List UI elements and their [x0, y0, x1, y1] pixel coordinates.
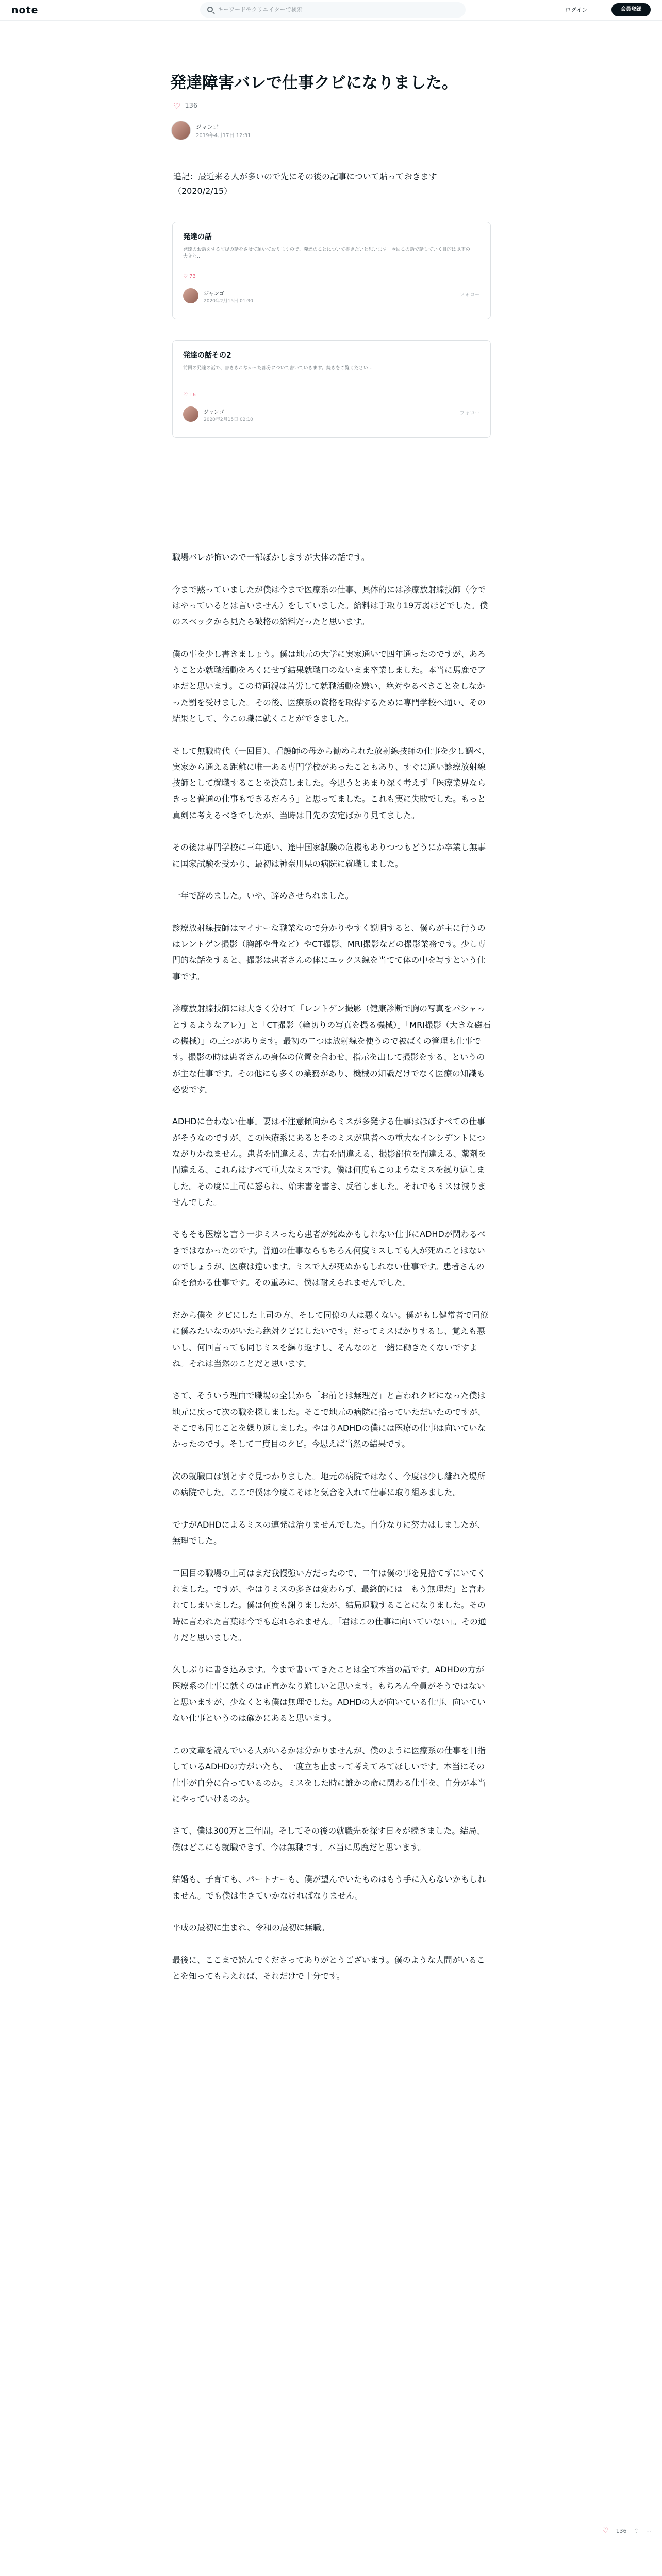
embed-title[interactable]: 発達の話 — [183, 233, 212, 241]
embed-excerpt: 発達のお話をする前提の話をさせて頂いておりますので、発達のことについて書きたいと思います。今回この話で話していく目的は以下の大きな… — [183, 247, 470, 259]
paragraph: そして無職時代（一回目）、看護師の母から勧められた放射線技師の仕事を少し調べ、実家から通える距離に唯一ある専門学校があったこともあり、すぐに通い診療放射線技師として就職することを決意しました。今思うとあまり深く考えず「医療業界ならきっと普通の仕事もできるだろう」と思ってました。これも実に失敗でした。もっと真剣に考えるべきでしたが、当時は目先の安定ばかり見てました。 — [172, 745, 490, 820]
embedded-article-card[interactable] — [172, 340, 491, 438]
paragraph: さて、そういう理由で職場の全員から「お前とは無理だ」と言われクビになった僕は地元に戻って次の職を探しました。そこで地元の病院に拾っていただいたのですが、そこでも同じことを繰り返しました。やはりADHDの僕には医療の仕事は向いていなかったのです。そして二度目のクビ。今思えば当然の結果です。 — [172, 1391, 486, 1449]
signup-button[interactable]: 会員登録 — [611, 3, 651, 16]
paragraph: この文章を読んでいる人がいるかは分かりませんが、僕のように医療系の仕事を目指しているADHDの方がいたら、一度立ち止まって考えてみてほしいです。本当にその仕事が自分に合っているのか。ミスをした時に誰かの命に関わる仕事を、自分が本当にやっていけるのか。 — [172, 1745, 486, 1804]
embed-title[interactable]: 発達の話その2 — [183, 351, 231, 360]
paragraph: ADHDに合わない仕事。要は不注意傾向からミスが多発する仕事はほぼすべての仕事がそうなのですが、この医療系にあるとそのミスが患者への重大なインシデントにつながりかねません。患者を間違える、左右を間違える、撮影部位を間違える、薬剤を間違える、これらはすべて重大なミスです。僕は何度もこのようなミスを繰り返しました。その度に上司に怒られ、始末書を書き、反省しました。それでもミスは減りませんでした。 — [172, 1116, 486, 1207]
heart-icon: ♡ — [183, 392, 190, 398]
embed-date: 2020年2月15日 02:10 — [204, 417, 253, 422]
more-icon[interactable]: ⋯ — [646, 2528, 652, 2534]
paragraph: 次の就職口は割とすぐ見つかりました。地元の病院ではなく、今度は少し離れた場所の病院でした。ここで僕は今度こそはと気合を入れて仕事に取り組みました。 — [172, 1471, 486, 1498]
avatar[interactable] — [183, 288, 198, 303]
floating-action-bar — [602, 2527, 659, 2535]
paragraph: その後は専門学校に三年通い、途中国家試験の危機もありつつもどうにか卒業し無事に国家試験を受かり、最初は神奈川県の病院に就職しました。 — [172, 842, 486, 869]
article-title: 発達障害バレで仕事クビになりました。 — [170, 74, 458, 92]
embed-excerpt: 前回の発達の話で、書ききれなかった部分について書いていきます。続きをご覧ください… — [183, 366, 373, 371]
embed-author[interactable]: ジャンゴ — [204, 410, 224, 415]
avatar[interactable] — [171, 121, 191, 140]
login-link[interactable]: ログイン — [565, 7, 588, 13]
heart-icon[interactable]: ♡ — [602, 2527, 609, 2535]
like-count-value: 136 — [185, 102, 198, 110]
embedded-article-card[interactable] — [172, 222, 491, 319]
paragraph: ですがADHDによるミスの連発は治りませんでした。自分なりに努力はしましたが、無理でした。 — [172, 1519, 486, 1546]
heart-icon: ♡ — [183, 274, 190, 279]
follow-button[interactable]: フォロー — [459, 292, 480, 298]
paragraph: 二回目の職場の上司はまだ我慢強い方だったので、二年は僕の事を見捨てずにいてくれました。ですが、やはりミスの多さは変わらず、最終的には「もう無理だ」と言われてしまいました。僕は何度も謝りましたが、結局退職することになりました。その時に言われた言葉は今でも忘れられません。「君はこの仕事に向いていない」。その通りだと思いました。 — [172, 1568, 486, 1642]
paragraph: そもそも医療と言う一歩ミスったら患者が死ぬかもしれない仕事にADHDが関わるべきではなかったのです。普通の仕事ならもちろん何度ミスしても人が死ぬことはないのでしょうが、医療は違います。ミスで人が死ぬかもしれない仕事です。患者さんの命を預かる仕事です。その重みに、僕は耐えられませんでした。 — [172, 1229, 486, 1288]
side-like-count: 136 — [616, 2528, 627, 2534]
paragraph: さて、僕は300万と三年間。そしてその後の就職先を探す日々が続きました。結局、僕はどこにも就職できず、今は無職です。本当に馬鹿だと思います。 — [172, 1826, 485, 1852]
paragraph: だから僕を クビにした上司の方、そして同僚の人は悪くない。僕がもし健常者で同僚に僕みたいなのがいたら絶対クビにしたいです。だってミスばかりするし、覚えも悪いし、何回言っても同じミスを繰り返すし、そんなのと一緒に働きたくないですよね。それは当然のことだと思います。 — [172, 1310, 489, 1368]
like-count[interactable] — [173, 101, 197, 111]
paragraph: 診療放射線技師には大きく分けて「レントゲン撮影（健康診断で胸の写真をパシャっとするようなアレ）」と「CT撮影（輪切りの写真を撮る機械）」「MRI撮影（大きな磁石の機械）」の三つがあります。最初の二つは放射線を使うので被ばくの管理も仕事です。撮影の時は患者さんの身体の位置を合わせ、指示を出して撮影をする、というのが主な仕事です。その他にも多くの業務があり、機械の知識だけでなく医療の知識も必要です。 — [172, 1004, 491, 1094]
paragraph: 結婚も、子育ても、パートナーも、僕が望んでいたものはもう手に入らないかもしれません。でも僕は生きていかなければなりません。 — [172, 1874, 486, 1901]
embed-like-count — [183, 392, 196, 398]
postscript-note: 追記：最近来る人が多いので先にその後の記事について貼っておきます（2020/2/15） — [173, 172, 437, 196]
heart-icon[interactable]: ♡ — [173, 101, 181, 111]
search-icon — [207, 7, 213, 12]
global-header — [0, 0, 662, 21]
avatar[interactable] — [183, 406, 198, 422]
paragraph: 平成の最初に生まれ、令和の最初に無職。 — [172, 1923, 329, 1933]
note-logo[interactable]: note — [11, 5, 39, 16]
paragraph: 診療放射線技師はマイナーな職業なので分かりやすく説明すると、僕らが主に行うのはレントゲン撮影（胸部や骨など）やCT撮影、MRI撮影などの撮影業務です。少し専門的な話をすると、撮影は患者さんの体にエックス線を当てて体の中を写すという仕事です。 — [172, 923, 486, 981]
paragraph: 僕の事を少し書きましょう。僕は地元の大学に実家通いで四年通ったのですが、あろうことか就職活動をろくにせず結果就職口のないまま卒業しました。本当に馬鹿でアホだと思います。この時両親は苦労して就職活動を嫌い、絶対やるべきことをしなかった罰を受けました。その後、医療系の資格を取得するために専門学校へ通い、その結果として、今この職に就くことができました。 — [172, 649, 486, 723]
author-info[interactable] — [171, 121, 377, 141]
paragraph: 職場バレが怖いので一部ぼかしますが大体の話です。 — [172, 552, 370, 562]
embed-like-value: 73 — [189, 274, 196, 279]
share-icon[interactable]: ⇪ — [634, 2528, 639, 2534]
embed-date: 2020年2月15日 01:30 — [204, 299, 253, 304]
paragraph: 久しぶりに書き込みます。今まで書いてきたことは全て本当の話です。ADHDの方が医療系の仕事に就くのは正直かなり難しいと思います。もちろん全員がそうではないと思いますが、少なくとも僕は無理でした。ADHDの人が向いている仕事、向いていない仕事というのは確かにあると思います。 — [172, 1665, 486, 1723]
paragraph: 一年で辞めました。いや、辞めさせられました。 — [172, 891, 354, 901]
publish-date: 2019年4月17日 12:31 — [196, 133, 251, 139]
search-input[interactable] — [200, 2, 466, 18]
paragraph: 今まで黙っていましたが僕は今まで医療系の仕事、具体的には診療放射線技師（今ではやっているとは言いません）をしていました。給料は手取り19万弱ほどでした。僕のスペックから見たら破格の給料だったと思います。 — [172, 584, 488, 627]
article-body — [172, 549, 491, 2001]
search-placeholder: キーワードやクリエイターで検索 — [218, 6, 303, 13]
follow-button[interactable]: フォロー — [459, 411, 480, 416]
paragraph: 最後に、ここまで読んでくださってありがとうございます。僕のような人間がいることを知ってもらえれば、それだけで十分です。 — [172, 1955, 485, 1981]
embed-like-count — [183, 274, 196, 279]
embed-like-value: 16 — [189, 392, 196, 398]
embed-author[interactable]: ジャンゴ — [204, 291, 224, 297]
author-name[interactable]: ジャンゴ — [196, 124, 219, 130]
